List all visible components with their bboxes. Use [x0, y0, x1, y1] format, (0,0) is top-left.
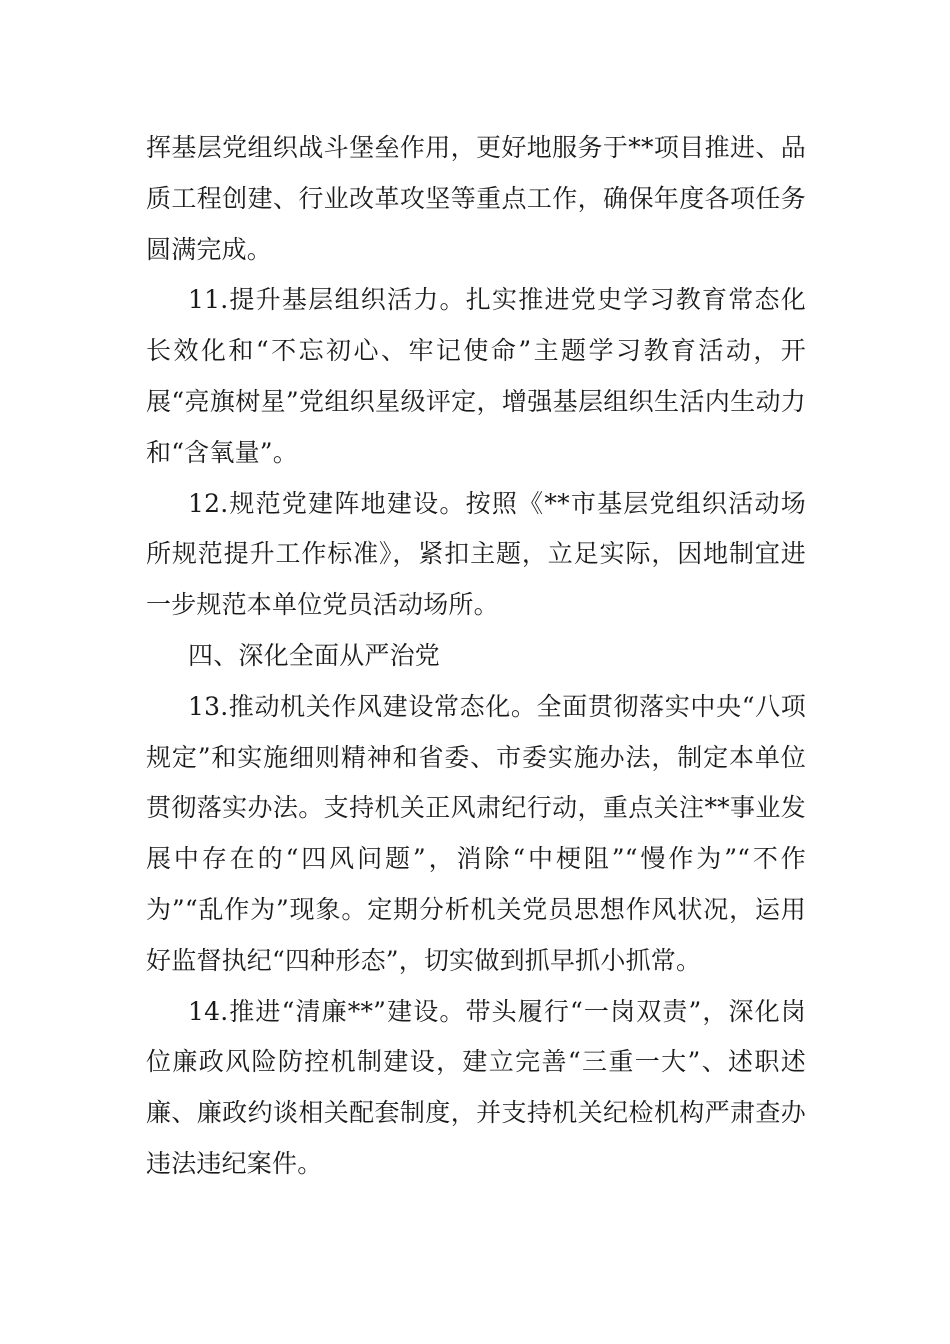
- section-heading-4: 四、深化全面从严治党: [188, 640, 441, 670]
- document-body: [146, 123, 806, 1190]
- paragraph-item-13: 13.推动机关作风建设常态化。全面贯彻落实中央“八项规定”和实施细则精神和省委、市委实施办法，制定本单位贯彻落实办法。支持机关正风肃纪行动，重点关注**事业发展中存在的“四风问题”，消除“中梗阻”“慢作为”“不作为”“乱作为”现象。定期分析机关党员思想作风状况，运用好监督执纪“四种形态”，切实做到抓早抓小抓常。: [146, 691, 806, 975]
- paragraph-continuation: 挥基层党组织战斗堡垒作用，更好地服务于**项目推进、品质工程创建、行业改革攻坚等重点工作，确保年度各项任务圆满完成。: [146, 133, 806, 264]
- paragraph-item-14: 14.推进“清廉**”建设。带头履行“一岗双责”，深化岗位廉政风险防控机制建设，建立完善“三重一大”、述职述廉、廉政约谈相关配套制度，并支持机关纪检机构严肃查办违法违纪案件。: [146, 996, 806, 1178]
- paragraph-item-11: 11.提升基层组织活力。扎实推进党史学习教育常态化长效化和“不忘初心、牢记使命”主题学习教育活动，开展“亮旗树星”党组织星级评定，增强基层组织生活内生动力和“含氧量”。: [146, 285, 806, 467]
- paragraph-item-12: 12.规范党建阵地建设。按照《**市基层党组织活动场所规范提升工作标准》，紧扣主题，立足实际，因地制宜进一步规范本单位党员活动场所。: [146, 488, 806, 620]
